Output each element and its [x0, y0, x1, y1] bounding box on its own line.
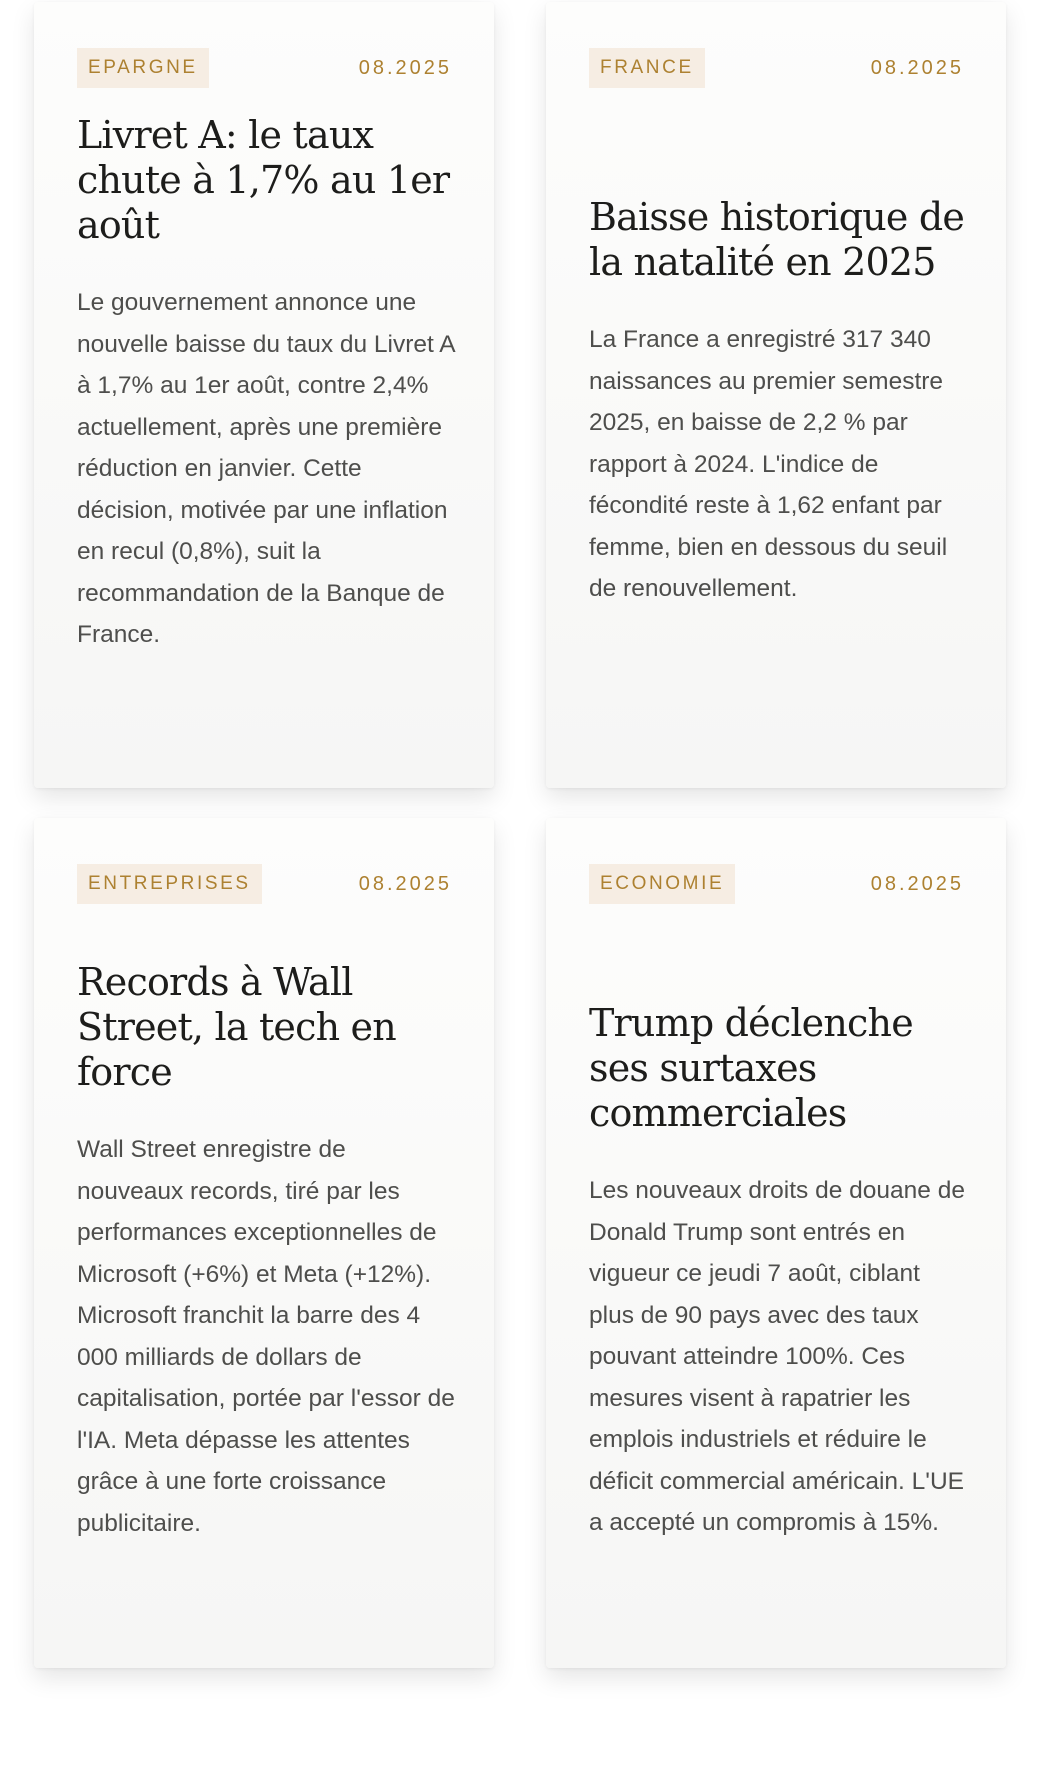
card-meta [77, 864, 452, 904]
news-card[interactable] [34, 2, 494, 788]
card-title[interactable]: Trump déclenche ses surtaxes commerciales [589, 1001, 913, 1135]
news-card-grid [34, 2, 1006, 1668]
card-meta [77, 48, 452, 88]
publish-date: 08.2025 [870, 872, 964, 895]
category-tag[interactable]: EPARGNE [77, 48, 209, 88]
card-title[interactable]: Baisse historique de la natalité en 2025 [589, 195, 965, 284]
card-content [77, 960, 458, 1544]
publish-date: 08.2025 [358, 872, 452, 895]
category-tag[interactable]: ENTREPRISES [77, 864, 262, 904]
card-content [589, 1001, 970, 1544]
card-meta [589, 48, 964, 88]
card-content [77, 113, 458, 656]
category-tag[interactable]: FRANCE [589, 48, 705, 88]
card-meta [589, 864, 964, 904]
publish-date: 08.2025 [870, 56, 964, 79]
publish-date: 08.2025 [358, 56, 452, 79]
card-summary: Le gouvernement annonce une nouvelle baisse du taux du Livret A à 1,7% au 1er août, contre 2,4% actuellement, après une première réduction en janvier. Cette décision, motivée par une inflation en recul (0,8%), suit la recommandation de la Banque de France. [77, 289, 455, 648]
category-tag[interactable]: ECONOMIE [589, 864, 735, 904]
card-title[interactable]: Records à Wall Street, la tech en force [77, 960, 396, 1094]
card-title[interactable]: Livret A: le taux chute à 1,7% au 1er août [77, 113, 450, 247]
card-content [589, 195, 970, 610]
card-summary: Les nouveaux droits de douane de Donald Trump sont entrés en vigueur ce jeudi 7 août, ciblant plus de 90 pays avec des taux pouvant atteindre 100%. Ces mesures visent à rapatrier les emplois industriels et réduire le déficit commercial américain. L'UE a accepté un compromis à 15%. [589, 1177, 965, 1536]
card-summary: Wall Street enregistre de nouveaux records, tiré par les performances exceptionnelles de Microsoft (+6%) et Meta (+12%). Microsoft franchit la barre des 4 000 milliards de dollars de capitalisation, portée par l'essor de l'IA. Meta dépasse les attentes grâce à une forte croissance publicitaire. [77, 1136, 455, 1537]
news-card[interactable] [546, 2, 1006, 788]
card-summary: La France a enregistré 317 340 naissances au premier semestre 2025, en baisse de 2,2 % par rapport à 2024. L'indice de fécondité reste à 1,62 enfant par femme, bien en dessous du seuil de renouvellement. [589, 326, 948, 602]
news-card[interactable] [546, 818, 1006, 1668]
news-card[interactable] [34, 818, 494, 1668]
